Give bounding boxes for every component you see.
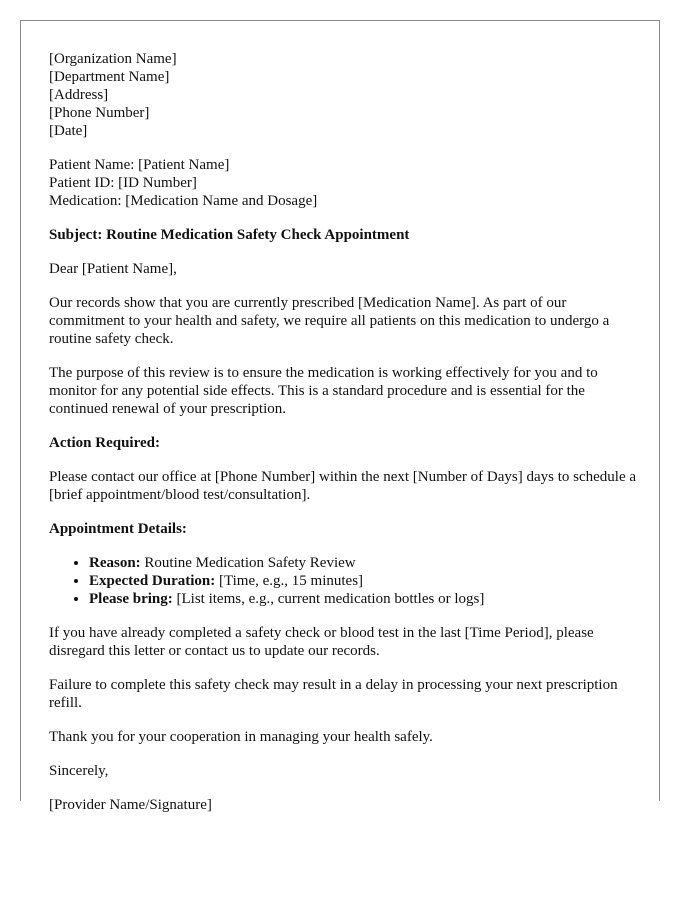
patient-id-line: Patient ID: [ID Number]: [49, 175, 197, 191]
patient-name-line: Patient Name: [Patient Name]: [49, 157, 230, 173]
details-heading: Appointment Details:: [49, 521, 187, 537]
purpose-paragraph: The purpose of this review is to ensure the medication is working effectively for you and to monitor for any potential side effects. This is a standard procedure and is essential for the continued renewal of your prescription.: [49, 365, 598, 417]
detail-label: Reason:: [89, 555, 141, 571]
signature: [Provider Name/Signature]: [49, 797, 212, 813]
medication-line: Medication: [Medication Name and Dosage]: [49, 193, 318, 209]
department-name: [Department Name]: [49, 69, 170, 85]
patient-info-block: [49, 156, 639, 210]
detail-value: Routine Medication Safety Review: [140, 555, 356, 571]
letter-content: [49, 50, 639, 814]
intro-paragraph: Our records show that you are currently prescribed [Medication Name]. As part of our commitment to your health and safety, we require all patients on this medication to undergo a routine safety check.: [49, 295, 610, 347]
detail-value: [List items, e.g., current medication bottles or logs]: [172, 591, 485, 607]
address: [Address]: [49, 87, 109, 103]
appointment-details-list: [49, 554, 639, 608]
action-paragraph: Please contact our office at [Phone Number] within the next [Number of Days] days to schedule a [brief appointment/blood test/consultation].: [49, 469, 637, 503]
letter-page: [20, 20, 660, 813]
thanks-paragraph: Thank you for your cooperation in managing your health safely.: [49, 729, 433, 745]
already-done-paragraph: If you have already completed a safety check or blood test in the last [Time Period], please disregard this letter or contact us to update our records.: [49, 625, 594, 659]
detail-item-reason: [89, 554, 639, 572]
date: [Date]: [49, 123, 88, 139]
subject-line: Subject: Routine Medication Safety Check Appointment: [49, 227, 410, 243]
detail-value: [Time, e.g., 15 minutes]: [215, 573, 364, 589]
failure-paragraph: Failure to complete this safety check may result in a delay in processing your next prescription refill.: [49, 677, 618, 711]
detail-item-duration: [89, 572, 639, 590]
organization-name: [Organization Name]: [49, 51, 177, 67]
action-heading: Action Required:: [49, 435, 160, 451]
detail-label: Please bring:: [89, 591, 173, 607]
detail-label: Expected Duration:: [89, 573, 216, 589]
detail-item-bring: [89, 590, 639, 608]
phone-number: [Phone Number]: [49, 105, 150, 121]
closing: Sincerely,: [49, 763, 109, 779]
sender-block: [49, 50, 639, 140]
salutation: Dear [Patient Name],: [49, 261, 177, 277]
